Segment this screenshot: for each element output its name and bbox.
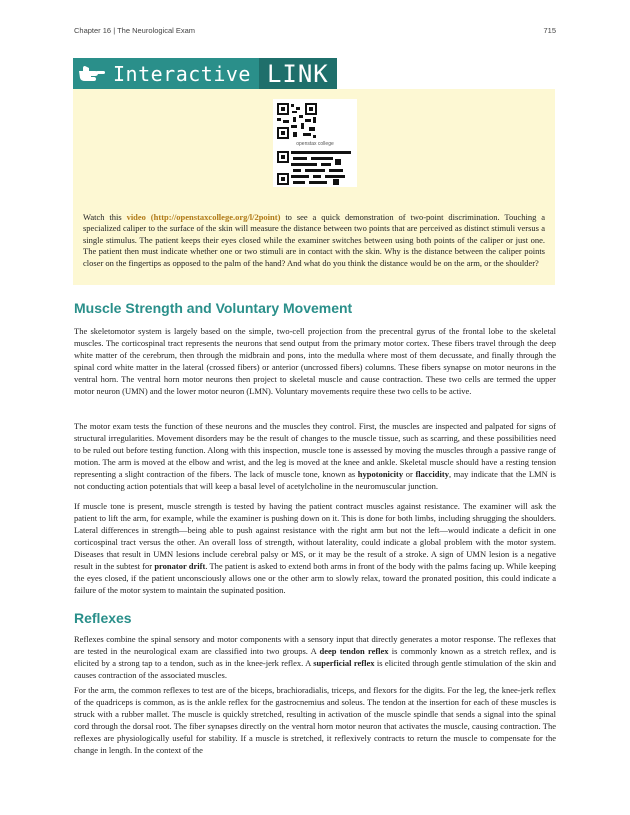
banner-right <box>259 58 337 89</box>
text: The motor exam tests the function of these neurons and the muscles they control. First, the muscles are inspected and palpated for signs of structural irregularities. Movement disorders may be the result of changes to the muscle tissue, such as scarring, and these possibilities need to be ruled out before testing function. Along with this inspection, muscle tone is assessed by moving the muscles through a passive range of motion. The arm is moved at the elbow and wrist, and the leg is moved at the knee and ankle. Skeletal muscle should have a resting tension representing a slight contraction of the fibers. The lack of muscle tone, known as <box>74 421 556 479</box>
paragraph-reflexes-intro <box>74 633 556 681</box>
pointing-hand-icon <box>77 64 107 84</box>
text: Reflexes combine the spinal sensory and motor components with a sensory input that directly generates a motor response. The reflexes that are tested in the neurological exam are classified into two groups. A <box>74 634 556 656</box>
section-heading-muscle-strength: Muscle Strength and Voluntary Movement <box>74 300 353 316</box>
term-hypotonicity: hypotonicity <box>357 469 404 479</box>
qr-brand-label: openstax college <box>296 141 334 147</box>
paragraph-skeletomotor: The skeletomotor system is largely based on the simple, two-cell projection from the precentral gyrus of the frontal lobe to the skeletal muscles. The corticospinal tract represents the neurons that send output from the primary motor cortex. These fibers travel through the deep white matter of the cerebrum, then through the midbrain and pons, into the medulla where most of them decussate, and finally through the spinal cord white matter in the lateral (crossed fibers) or anterior (uncrossed fibers) columns. These fibers synapse on motor neurons in the ventral horn. The ventral horn motor neurons then project to skeletal muscle and cause contraction. These two cells are termed the upper motor neuron (UMN) and the lower motor neuron (LMN). Voluntary movements require these two cells to be active. <box>74 326 556 396</box>
term-pronator-drift: pronator drift <box>154 561 206 571</box>
qr-code[interactable] <box>273 99 357 187</box>
page-number: 715 <box>543 26 556 35</box>
text: is commonly known as a stretch reflex, and is elicited by a strong tap to a tendon, such as in the knee-jerk reflex. A <box>74 646 556 668</box>
paragraph-reflexes-arm-leg: For the arm, the common reflexes to test are of the biceps, brachioradialis, triceps, and flexors for the digits. For the leg, the knee-jerk reflex of the quadriceps is common, as is the ankle reflex for the gastrocnemius and soleus. The tendon at the insertion for each of these muscles is struck with a rubber mallet. The muscle is quickly stretched, resulting in activation of the muscle spindle that sends a signal into the spinal cord through the dorsal root. The fiber synapses directly on the ventral horn motor neuron that activates the muscle, causing contraction. The reflexes are physiologically useful for stability. If a muscle is stretched, it reflexively contracts to return the muscle to compensate for the change in length. In the context of the <box>74 685 556 755</box>
banner-word-interactive: Interactive <box>113 61 251 86</box>
interactive-link-text <box>83 212 545 270</box>
link-text-before: Watch this <box>83 211 127 222</box>
text: , may indicate that the LMN is not conducting action potentials that will keep a basal level of acetylcholine in the neuromuscular junction. <box>74 469 556 491</box>
link-text-after: to see a quick demonstration of two-point discrimination. Touching a specialized caliper to the surface of the skin will measure the distance between two points that are perceived as distinct stimuli versus a single stimulus. The patient keeps their eyes closed while the examiner switches between using both points of the caliper or just one. The patient then must indicate whether one or two stimuli are in contact with the skin. Why is the distance between the caliper points closer on the fingertips as opposed to the palm of the hand? And what do you think the distance would be on the arm, or the shoulder? <box>83 211 546 268</box>
video-link[interactable]: video (http://openstaxcollege.org/l/2point) <box>126 211 281 222</box>
text: is elicited through gentle stimulation of the skin and causes contraction of the associated muscles. <box>74 658 556 680</box>
running-head <box>74 26 556 35</box>
term-flaccidity: flaccidity <box>415 469 449 479</box>
text: . The patient is asked to extend both arms in front of the body with the palms facing up. While keeping the eyes closed, if the patient unconsciously allows one or the other arm to slowly relax, toward the pronated position, this could indicate a failure of the motor system to maintain the supinated position. <box>74 561 557 595</box>
term-deep-tendon-reflex: deep tendon reflex <box>319 646 389 656</box>
banner-left <box>73 58 259 89</box>
paragraph-motor-exam <box>74 420 556 492</box>
qr-top-icon <box>273 101 357 141</box>
chapter-title: Chapter 16 | The Neurological Exam <box>74 26 196 35</box>
banner-word-link: LINK <box>266 59 329 88</box>
text: If muscle tone is present, muscle strength is tested by having the patient contract muscles against resistance. The examiner will ask the patient to lift the arm, for example, while the examiner is pushing down on it. This is done for both limbs, including shrugging the shoulders. Lateral differences in strength—being able to push against resistance with the right arm but not the left—would indicate a deficit in one corticospinal tract versus the other. An overall loss of strength, without laterality, could indicate a global problem with the motor system. Diseases that result in UMN lesions include cerebral palsy or MS, or it may be the result of a stroke. A sign of UMN lesion is a negative result in the subtest for <box>74 501 556 571</box>
text: or <box>403 469 416 479</box>
paragraph-muscle-strength <box>74 500 556 596</box>
qr-bottom-icon <box>273 149 357 189</box>
interactive-link-banner <box>73 58 337 89</box>
interactive-link-box <box>73 89 555 285</box>
term-superficial-reflex: superficial reflex <box>313 658 375 668</box>
section-heading-reflexes: Reflexes <box>74 610 132 626</box>
